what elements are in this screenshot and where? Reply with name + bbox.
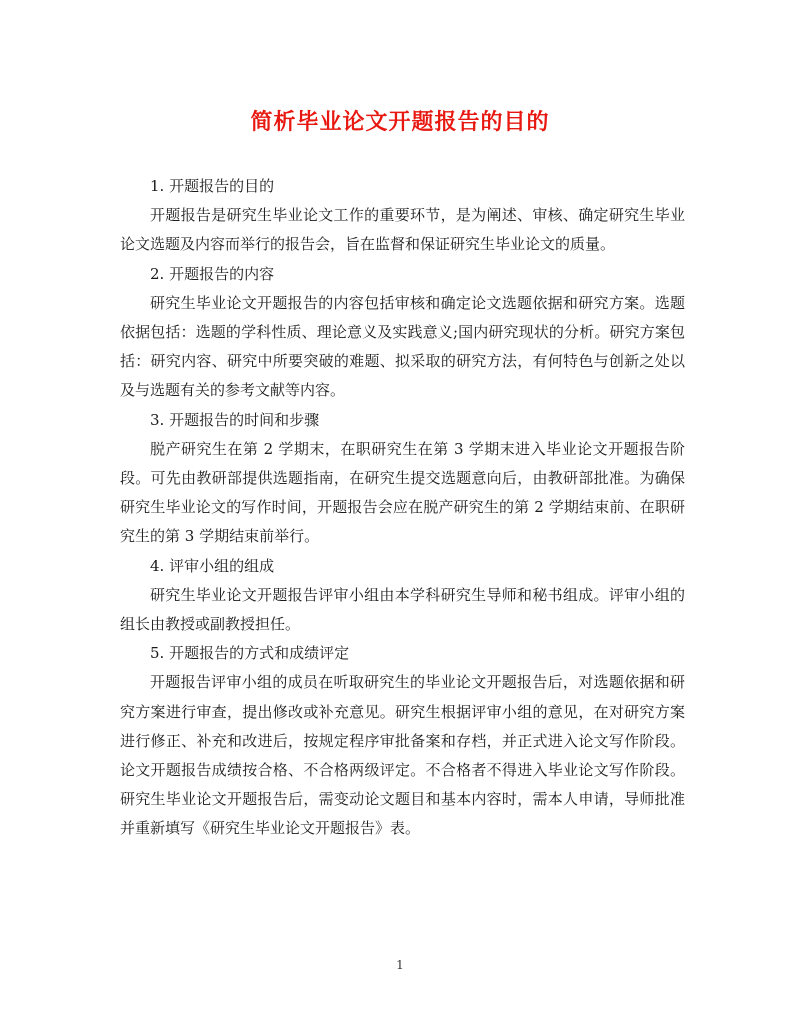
page-number: 1 <box>396 958 404 972</box>
document-body <box>120 172 685 844</box>
document-title: 简析毕业论文开题报告的目的 <box>250 109 550 135</box>
section-heading-5: 5. 开题报告的方式和成绩评定 <box>150 644 350 663</box>
section-heading-4: 4. 评审小组的组成 <box>150 556 275 575</box>
section-paragraph-5: 开题报告评审小组的成员在听取研究生的毕业论文开题报告后，对选题依据和研究方案进行审查，提出修改或补充意见。研究生根据评审小组的意见，在对研究方案进行修正、补充和改进后，按规定程序审批备案和存档，并正式进入论文写作阶段。论文开题报告成绩按合格、不合格两级评定。不合格者不得进入毕业论文写作阶段。研究生毕业论文开题报告后，需变动论文题目和基本内容时，需本人申请，导师批准并重新填写《研究生毕业论文开题报告》表。 <box>120 673 685 838</box>
section-heading-1: 1. 开题报告的目的 <box>150 177 275 195</box>
section-paragraph-1: 开题报告是研究生毕业论文工作的重要环节，是为阐述、审核、确定研究生毕业论文选题及内容而举行的报告会，旨在监督和保证研究生毕业论文的质量。 <box>120 206 685 254</box>
section-heading-2: 2. 开题报告的内容 <box>150 264 275 283</box>
section-paragraph-4: 研究生毕业论文开题报告评审小组由本学科研究生导师和秘书组成。评审小组的组长由教授或副教授担任。 <box>120 585 685 634</box>
section-heading-3: 3. 开题报告的时间和步骤 <box>150 410 320 429</box>
section-paragraph-2: 研究生毕业论文开题报告的内容包括审核和确定论文选题依据和研究方案。选题依据包括：选题的学科性质、理论意义及实践意义;国内研究现状的分析。研究方案包括：研究内容、研究中所要突破的难题、拟采取的研究方法，有何特色与创新之处以及与选题有关的参考文献等内容。 <box>120 293 685 400</box>
section-paragraph-3: 脱产研究生在第 2 学期末，在职研究生在第 3 学期末进入毕业论文开题报告阶段。可先由教研部提供选题指南，在研究生提交选题意向后，由教研部批准。为确保研究生毕业论文的写作时间，开题报告会应在脱产研究生的第 2 学期结束前、在职研究生的第 3 学期结束前举行。 <box>120 439 685 546</box>
